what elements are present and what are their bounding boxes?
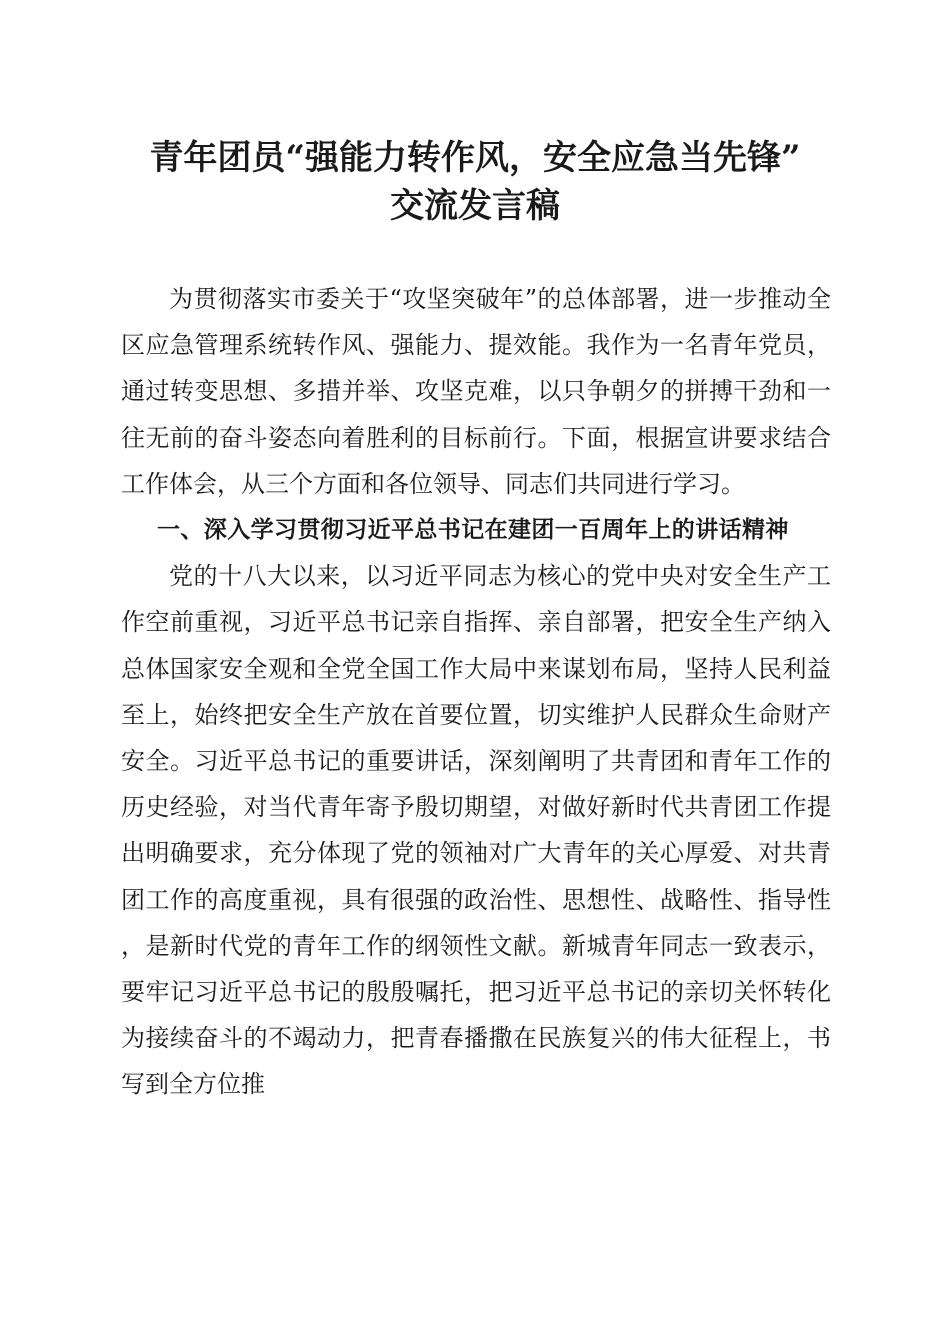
section-1-paragraph: 党的十八大以来，以习近平同志为核心的党中央对安全生产工作空前重视，习近平总书记亲自指挥、亲自部署，把安全生产纳入总体国家安全观和全党全国工作大局中来谋划布局，坚持人民利益至上，始终把安全生产放在首要位置，切实维护人民群众生命财产安全。习近平总书记的重要讲话，深刻阐明了共青团和青年工作的历史经验，对当代青年寄予殷切期望，对做好新时代共青团工作提出明确要求，充分体现了党的领袖对广大青年的关心厚爱、对共青团工作的高度重视，具有很强的政治性、思想性、战略性、指导性，是新时代党的青年工作的纲领性文献。新城青年同志一致表示，要牢记习近平总书记的殷殷嘱托，把习近平总书记的亲切关怀转化为接续奋斗的不竭动力，把青春播撒在民族复兴的伟大征程上，书写到全方位推: [121, 562, 831, 1099]
document-body: [121, 276, 831, 1108]
document-title-line-1: 青年团员“强能力转作风，安全应急当先锋”: [149, 138, 801, 178]
document-title-line-2: 交流发言稿: [390, 186, 560, 226]
section-heading-1: 一、深入学习贯彻习近平总书记在建团一百周年上的讲话精神: [157, 517, 789, 544]
intro-paragraph: 为贯彻落实市委关于“攻坚突破年”的总体部署，进一步推动全区应急管理系统转作风、强能力、提效能。我作为一名青年党员，通过转变思想、多措并举、攻坚克难，以只争朝夕的拼搏干劲和一往无前的奋斗姿态向着胜利的目标前行。下面，根据宣讲要求结合工作体会，从三个方面和各位领导、同志们共同进行学习。: [121, 285, 831, 498]
